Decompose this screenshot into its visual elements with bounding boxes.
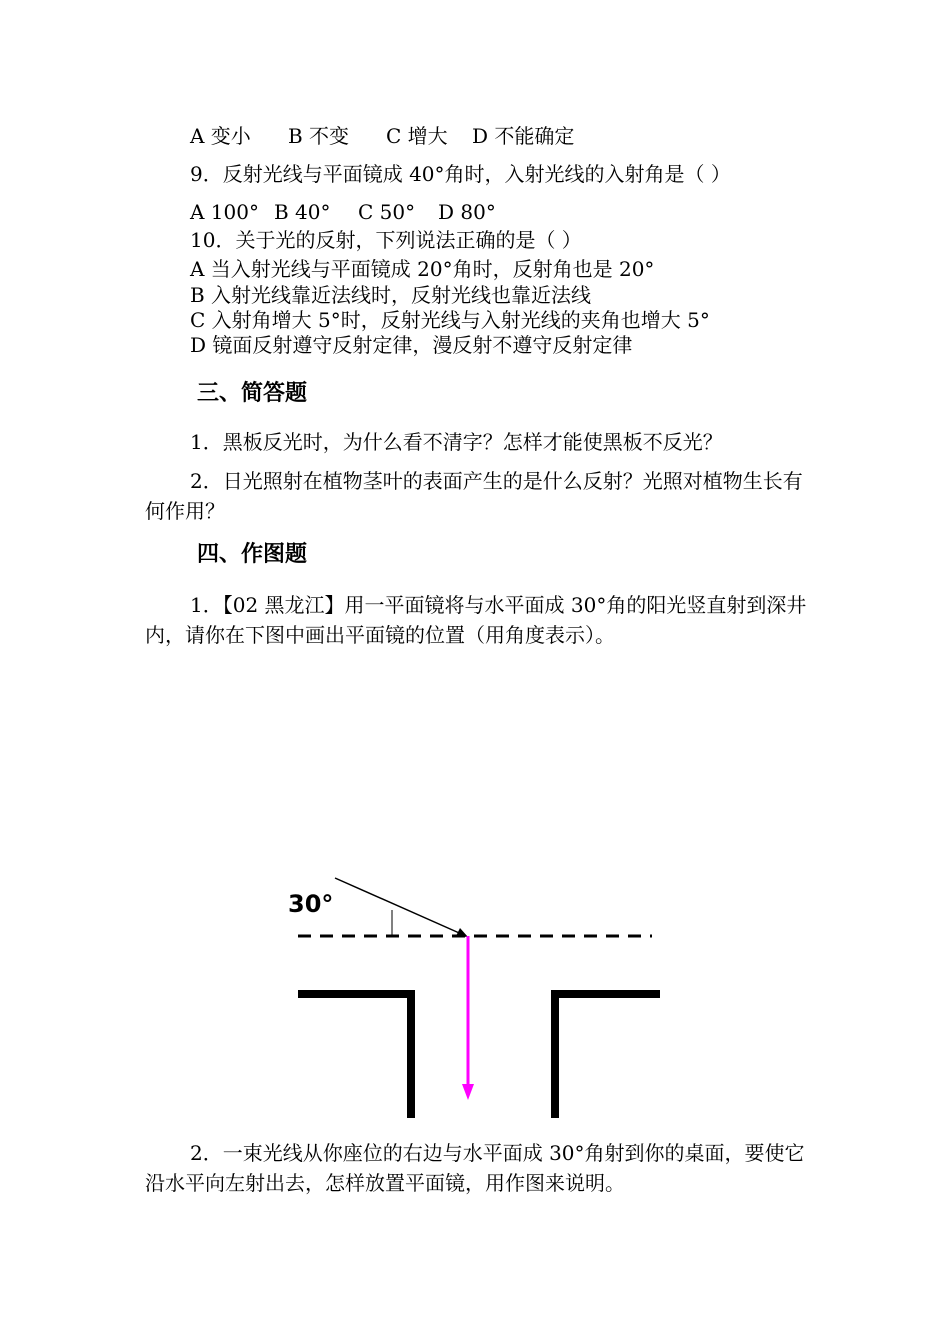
q9-option-d: D 80°	[438, 200, 496, 224]
q8-option-c: C 增大	[386, 124, 448, 148]
q9-options	[190, 199, 496, 225]
section4-q1: 1．【02 黑龙江】用一平面镜将与水平面成 30°角的阳光竖直射到深井内，请你在下图中画出平面镜的位置（用角度表示）。	[145, 593, 807, 647]
q10-stem: 10．关于光的反射，下列说法正确的是（ ）	[190, 228, 582, 252]
q9-stem: 9．反射光线与平面镜成 40°角时，入射光线的入射角是（ ）	[190, 162, 731, 186]
section4-title: 四、作图题	[197, 542, 308, 567]
q9-option-c: C 50°	[358, 200, 416, 224]
well-wall-left	[298, 994, 411, 1118]
q10-option-c: C 入射角增大 5°时，反射光线与入射光线的夹角也增大 5°	[190, 308, 710, 332]
q8-options	[190, 123, 574, 149]
section4-q2: 2．一束光线从你座位的右边与水平面成 30°角射到你的桌面，要使它沿水平向左射出去，怎样放置平面镜，用作图来说明。	[145, 1141, 805, 1195]
reflected-arrowhead	[462, 1084, 474, 1100]
q8-option-a: A 变小	[190, 124, 251, 148]
q10-option-a: A 当入射光线与平面镜成 20°角时，反射角也是 20°	[190, 257, 655, 281]
q9-option-a: A 100°	[190, 200, 259, 224]
well-wall-right	[555, 994, 660, 1118]
section3-q1: 1．黑板反光时，为什么看不清字？怎样才能使黑板不反光？	[190, 430, 723, 454]
section3-title: 三、简答题	[197, 381, 308, 406]
q10-option-d: D 镜面反射遵守反射定律，漫反射不遵守反射定律	[190, 333, 633, 357]
q9-option-b: B 40°	[274, 200, 331, 224]
q8-option-d: D 不能确定	[472, 124, 575, 148]
angle-label: 30°	[288, 890, 334, 918]
section3-q2: 2．日光照射在植物茎叶的表面产生的是什么反射？光照对植物生长有何作用？	[145, 469, 803, 523]
incident-ray	[335, 878, 466, 936]
q10-option-b: B 入射光线靠近法线时，反射光线也靠近法线	[190, 283, 592, 307]
well-reflection-diagram	[280, 870, 680, 1130]
q8-option-b: B 不变	[288, 124, 350, 148]
